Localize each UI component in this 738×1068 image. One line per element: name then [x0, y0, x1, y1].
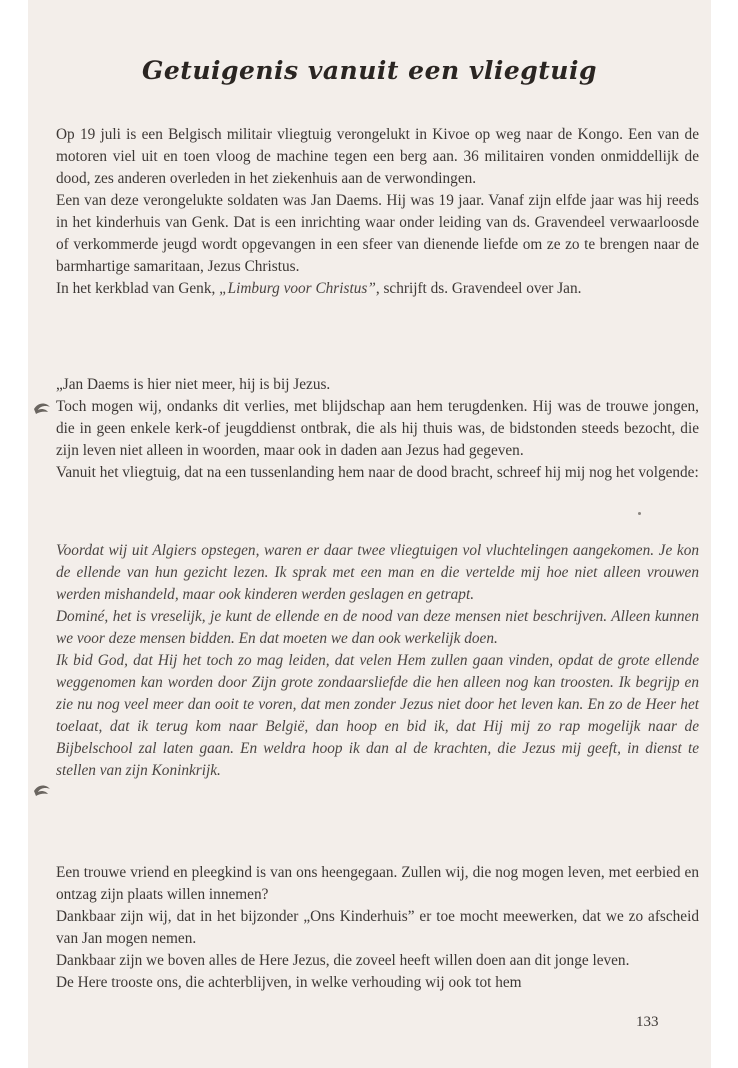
paragraph: Een trouwe vriend en pleegkind is van ons heengegaan. Zullen wij, die nog mogen leven, met eerbied en ontzag zijn plaats willen innemen? [56, 864, 699, 903]
paragraph: Dominé, het is vreselijk, je kunt de ellende en de nood van deze mensen niet beschrijven. Alleen kunnen we voor deze mensen bidden. En dat moeten we dan ook werkelijk doen. [56, 608, 699, 647]
page-title: Getuigenis vanuit een vliegtuig [142, 56, 597, 85]
page-number: 133 [636, 1014, 659, 1030]
paragraph: Toch mogen wij, ondanks dit verlies, met blijdschap aan hem terugdenken. Hij was de trouwe jongen, die in geen enkele kerk-of jeugddienst ontbrak, die als hij thuis was, de bidstonden steeds bezocht, die zijn leven niet alleen in woorden, maar ook in daden aan Jezus had gegeven. [56, 398, 699, 459]
paragraph: Op 19 juli is een Belgisch militair vliegtuig verongelukt in Kivoe op weg naar de Kongo. Een van de motoren viel uit en toen vloog de machine tegen een berg aan. 36 militairen vonden onmiddellijk de dood, zes anderen overleden in het ziekenhuis aan de verwondingen. [56, 126, 699, 187]
text-fragment: , schrijft ds. Gravendeel over Jan. [375, 280, 582, 297]
paragraph: De Here trooste ons, die achterblijven, in welke verhouding wij ook tot hem [56, 974, 522, 991]
closing-section [56, 862, 699, 994]
paragraph: „Jan Daems is hier niet meer, hij is bij Jezus. [56, 376, 331, 393]
paragraph: Voordat wij uit Algiers opstegen, waren er daar twee vliegtuigen vol vluchtelingen aangekomen. Je kon de ellende van hun gezicht lezen. Ik sprak met een man en die vertelde mij hoe niet alleen vrouwen werden mishandeld, maar ook kinderen werden geslagen en getrapt. [56, 542, 699, 603]
paragraph: Dankbaar zijn we boven alles de Here Jezus, die zoveel heeft willen doen aan dit jonge leven. [56, 952, 630, 969]
letter-intro-section [56, 374, 699, 484]
margin-mark-icon [32, 400, 54, 418]
paragraph: Dankbaar zijn wij, dat in het bijzonder „Ons Kinderhuis” er toe mocht meewerken, dat we zo afscheid van Jan mogen nemen. [56, 908, 699, 947]
intro-section [56, 124, 699, 300]
paragraph [56, 278, 699, 300]
magazine-title: „Limburg voor Christus” [219, 280, 376, 297]
speck [638, 512, 641, 515]
text-fragment: In het kerkblad van Genk, [56, 280, 220, 297]
paragraph: Een van deze verongelukte soldaten was Jan Daems. Hij was 19 jaar. Vanaf zijn elfde jaar was hij reeds in het kinderhuis van Genk. Dat is een inrichting waar onder leiding van ds. Gravendeel verwaarloosde of verkommerde jeugd wordt opgevangen in een sfeer van dienende liefde om ze zo te brengen naar de barmhartige samaritaan, Jezus Christus. [56, 192, 699, 275]
margin-mark-icon [32, 782, 54, 800]
book-page [28, 0, 711, 1068]
paragraph: Vanuit het vliegtuig, dat na een tussenlanding hem naar de dood bracht, schreef hij mij nog het volgende: [56, 464, 699, 481]
paragraph: Ik bid God, dat Hij het toch zo mag leiden, dat velen Hem zullen gaan vinden, opdat de grote ellende weggenomen kan worden door Zijn grote zondaarsliefde die hen alleen nog kan troosten. Ik begrijp en zie nu nog veel meer dan ooit te voren, dat men zonder Jezus niet door het leven kan. En zo de Heer het toelaat, dat ik terug kom naar België, dan hoop en bid ik, dat Hij mij zo rap mogelijk naar de Bijbelschool zal laten gaan. En weldra hoop ik dan al de krachten, die Jezus mij geeft, in dienst te stellen van zijn Koninkrijk. [56, 652, 699, 779]
letter-quote-section [56, 540, 699, 782]
